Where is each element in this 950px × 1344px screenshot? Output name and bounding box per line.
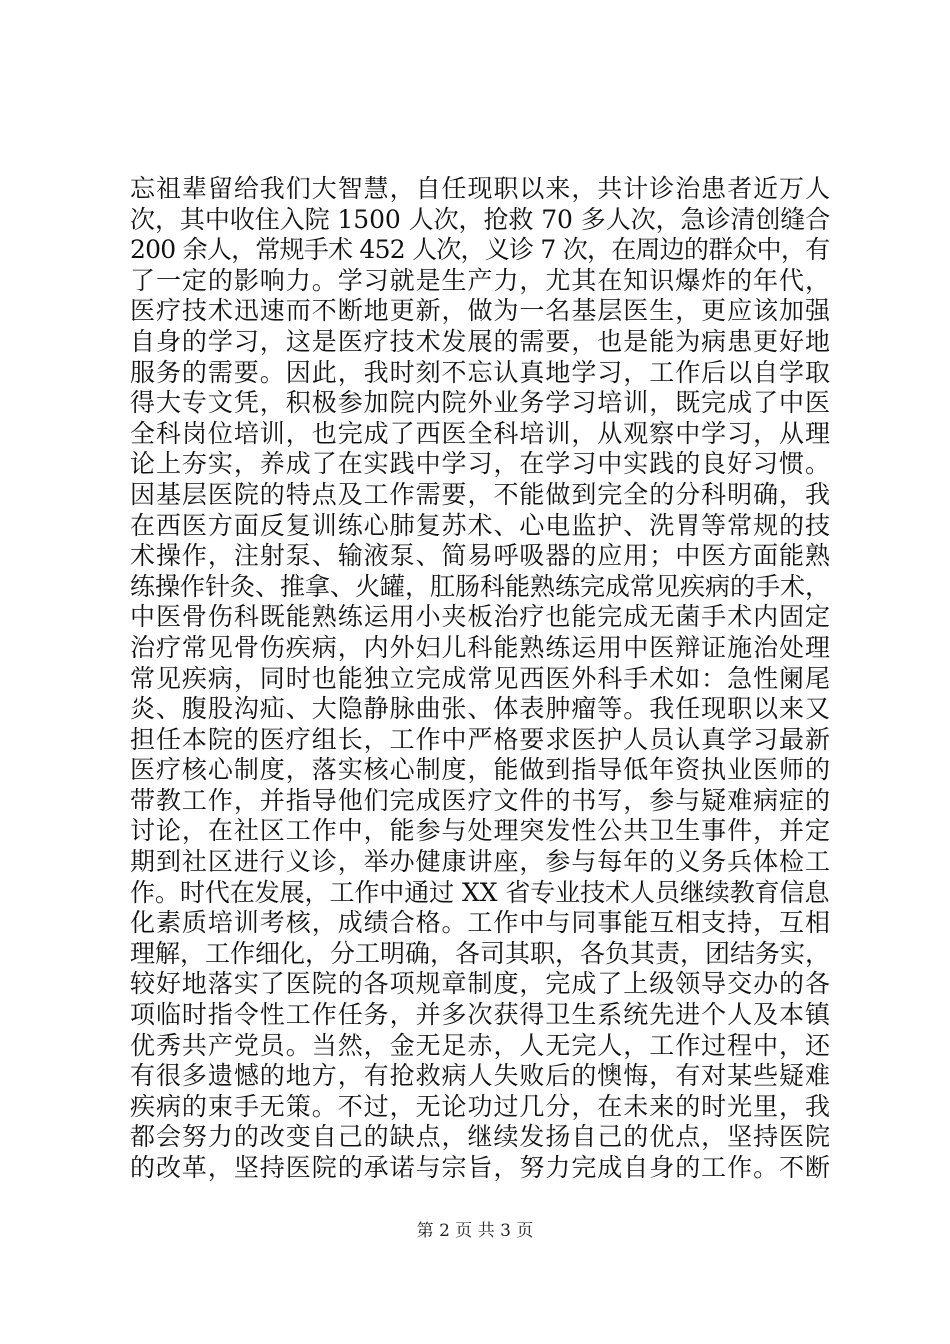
- text-line: 优秀共产党员。当然，金无足赤，人无完人，工作过程中，还: [130, 1030, 831, 1060]
- text-line: 作。时代在发展，工作中通过 XX 省专业技术人员继续教育信息: [130, 877, 830, 907]
- text-line: 服务的需要。因此，我时刻不忘认真地学习，工作后以自学取: [130, 357, 831, 387]
- text-line: 项临时指令性工作任务，并多次获得卫生系统先进个人及本镇: [130, 1000, 831, 1030]
- text-line: 医疗技术迅速而不断地更新，做为一名基层医生，更应该加强: [130, 296, 831, 326]
- text-line: 有很多遗憾的地方，有抢救病人失败后的懊悔，有对某些疑难: [130, 1061, 831, 1091]
- text-line: 得大专文凭，积极参加院内院外业务学习培训，既完成了中医: [130, 388, 831, 418]
- text-line: 担任本院的医疗组长，工作中严格要求医护人员认真学习最新: [130, 724, 831, 754]
- text-line: 理解，工作细化，分工明确，各司其职，各负其责，团结务实，: [130, 938, 831, 968]
- text-line: 炎、腹股沟疝、大隐静脉曲张、体表肿瘤等。我任现职以来又: [130, 694, 831, 724]
- text-line: 都会努力的改变自己的缺点，继续发扬自己的优点，坚持医院: [130, 1122, 831, 1152]
- text-line: 因基层医院的特点及工作需要，不能做到完全的分科明确，我: [130, 479, 831, 509]
- text-line: 全科岗位培训，也完成了西医全科培训，从观察中学习，从理: [130, 418, 831, 448]
- text-line: 较好地落实了医院的各项规章制度，完成了上级领导交办的各: [130, 969, 831, 999]
- text-line: 术操作，注射泵、输液泵、简易呼吸器的应用；中医方面能熟: [130, 541, 831, 571]
- text-line: 讨论，在社区工作中，能参与处理突发性公共卫生事件，并定: [130, 816, 831, 846]
- text-line: 带教工作，并指导他们完成医疗文件的书写，参与疑难病症的: [130, 785, 831, 815]
- text-line: 次，其中收住入院 1500 人次，抢救 70 多人次，急诊清创缝合: [130, 204, 831, 234]
- text-line: 化素质培训考核，成绩合格。工作中与同事能互相支持，互相: [130, 908, 831, 938]
- text-line: 练操作针灸、推拿、火罐，肛肠科能熟练完成常见疾病的手术，: [130, 571, 831, 601]
- text-line: 自身的学习，这是医疗技术发展的需要，也是能为病患更好地: [130, 326, 831, 356]
- body-paragraph: [130, 174, 830, 1184]
- text-line: 中医骨伤科既能熟练运用小夹板治疗也能完成无菌手术内固定: [130, 602, 831, 632]
- text-line: 期到社区进行义诊，举办健康讲座，参与每年的义务兵体检工: [130, 847, 831, 877]
- text-line: 忘祖辈留给我们大智慧，自任现职以来，共计诊治患者近万人: [130, 174, 831, 203]
- text-line: 医疗核心制度，落实核心制度，能做到指导低年资执业医师的: [130, 755, 831, 785]
- text-line: 疾病的束手无策。不过，无论功过几分，在未来的时光里，我: [130, 1091, 831, 1121]
- text-line: 了一定的影响力。学习就是生产力，尤其在知识爆炸的年代，: [130, 265, 831, 295]
- text-line: 治疗常见骨伤疾病，内外妇儿科能熟练运用中医辩证施治处理: [130, 632, 831, 662]
- text-line: 论上夯实，养成了在实践中学习，在学习中实践的良好习惯。: [130, 449, 831, 479]
- text-line: 常见疾病，同时也能独立完成常见西医外科手术如：急性阑尾: [130, 663, 831, 693]
- page-footer: 第 2 页 共 3 页: [416, 1221, 534, 1241]
- text-line: 的改革，坚持医院的承诺与宗旨，努力完成自身的工作。不断: [130, 1153, 831, 1182]
- text-line: 在西医方面反复训练心肺复苏术、心电监护、洗胃等常规的技: [130, 510, 831, 540]
- text-line: 200 余人，常规手术 452 人次，义诊 7 次，在周边的群众中，有: [130, 235, 830, 265]
